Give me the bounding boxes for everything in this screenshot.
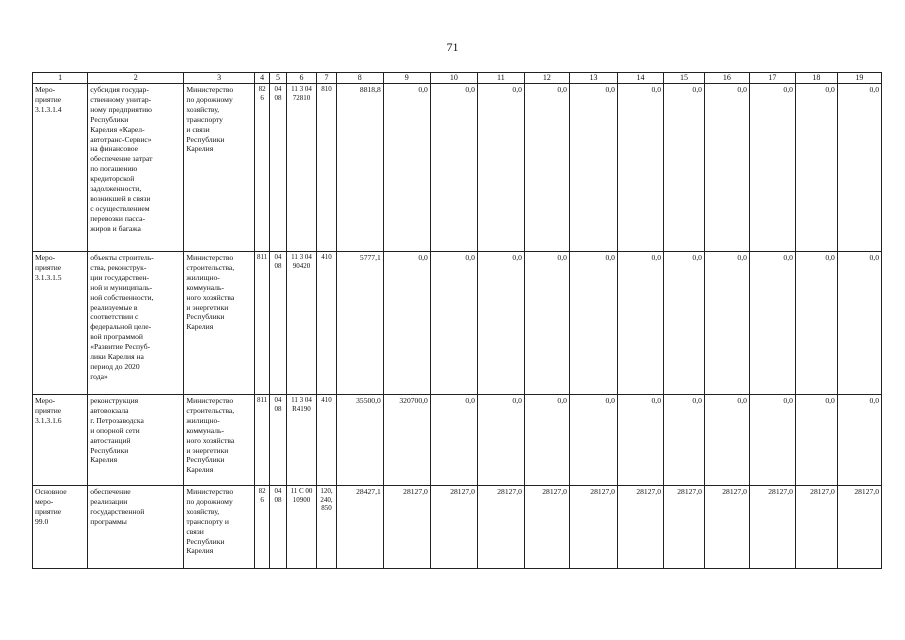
amount-cell: 0,0 [795,395,837,486]
table-row [33,395,882,486]
amount-cell: 0,0 [524,252,569,395]
column-number: 14 [617,73,663,84]
amount-cell: 0,0 [524,84,569,252]
section-code-cell: 04 08 [270,84,286,252]
event-name-cell: Меро- приятие 3.1.3.1.4 [33,84,88,252]
amount-cell: 28127,0 [383,486,430,569]
amount-cell: 28127,0 [795,486,837,569]
amount-cell: 0,0 [704,395,749,486]
amount-cell: 28127,0 [664,486,705,569]
amount-cell: 0,0 [749,84,795,252]
column-number: 11 [477,73,524,84]
amount-cell: 0,0 [430,395,477,486]
amount-cell: 28127,0 [837,486,881,569]
page-number: 71 [446,40,459,54]
column-number: 1 [33,73,88,84]
column-number: 16 [704,73,749,84]
budget-table [32,72,882,569]
event-description-cell: реконструкция автовокзала г. Петрозаводска и опорной сети автостанций Республики Карелия [88,395,184,486]
section-code-cell: 04 08 [270,252,286,395]
expense-type-cell: 120, 240, 850 [317,486,336,569]
amount-cell: 0,0 [617,395,663,486]
amount-cell: 5777,1 [336,252,383,395]
amount-cell: 0,0 [664,84,705,252]
column-number: 3 [184,73,255,84]
amount-cell: 0,0 [617,84,663,252]
column-number: 2 [88,73,184,84]
amount-cell: 0,0 [383,84,430,252]
amount-cell: 8818,8 [336,84,383,252]
amount-cell: 28127,0 [617,486,663,569]
amount-cell: 28427,1 [336,486,383,569]
amount-cell: 0,0 [477,84,524,252]
column-number: 6 [286,73,317,84]
target-article-cell: 11 С 00 10900 [286,486,317,569]
column-number: 12 [524,73,569,84]
amount-cell: 0,0 [795,252,837,395]
executor-cell: Министерство строительства, жилищно- коммуналь- ного хозяйства и энергетики Республики Карелия [184,252,255,395]
event-description-cell: субсидия государ- ственному унитар- ному предприятию Республики Карелия «Карел- автотранс-Сервис» на финансовое обеспечение затрат по погашению кредиторской задолженности, возникшей в связи с осуществлением перевозки пасса- жиров и багажа [88,84,184,252]
amount-cell: 0,0 [524,395,569,486]
executor-cell: Министерство по дорожному хозяйству, транспорту и связи Республики Карелия [184,486,255,569]
amount-cell: 28127,0 [477,486,524,569]
table-row [33,252,882,395]
column-number: 9 [383,73,430,84]
amount-cell: 0,0 [617,252,663,395]
amount-cell: 320700,0 [383,395,430,486]
target-article-cell: 11 3 04 R4190 [286,395,317,486]
amount-cell: 0,0 [569,252,617,395]
column-number: 4 [254,73,269,84]
event-description-cell: обеспечение реализации государственной программы [88,486,184,569]
amount-cell: 28127,0 [704,486,749,569]
amount-cell: 0,0 [664,395,705,486]
amount-cell: 0,0 [749,395,795,486]
amount-cell: 28127,0 [749,486,795,569]
column-number: 7 [317,73,336,84]
target-article-cell: 11 3 04 90420 [286,252,317,395]
grbs-code-cell: 826 [254,486,269,569]
amount-cell: 0,0 [430,84,477,252]
amount-cell: 0,0 [704,252,749,395]
amount-cell: 0,0 [749,252,795,395]
amount-cell: 0,0 [477,395,524,486]
column-number: 19 [837,73,881,84]
amount-cell: 0,0 [569,395,617,486]
amount-cell: 0,0 [795,84,837,252]
amount-cell: 35500,0 [336,395,383,486]
amount-cell: 0,0 [837,252,881,395]
column-number: 5 [270,73,286,84]
section-code-cell: 04 08 [270,486,286,569]
grbs-code-cell: 811 [254,252,269,395]
event-name-cell: Меро- приятие 3.1.3.1.5 [33,252,88,395]
event-name-cell: Основное меро- приятие 99.0 [33,486,88,569]
column-number: 18 [795,73,837,84]
amount-cell: 28127,0 [430,486,477,569]
table-row [33,84,882,252]
event-name-cell: Меро- приятие 3.1.3.1.6 [33,395,88,486]
amount-cell: 0,0 [477,252,524,395]
amount-cell: 0,0 [837,395,881,486]
amount-cell: 0,0 [383,252,430,395]
amount-cell: 0,0 [664,252,705,395]
target-article-cell: 11 3 04 72810 [286,84,317,252]
expense-type-cell: 410 [317,252,336,395]
amount-cell: 0,0 [569,84,617,252]
column-number: 8 [336,73,383,84]
table-row [33,486,882,569]
amount-cell: 28127,0 [569,486,617,569]
executor-cell: Министерство по дорожному хозяйству, транспорту и связи Республики Карелия [184,84,255,252]
event-description-cell: объекты строитель- ства, реконструк- ции государствен- ной и муниципаль- ной собственности, реализуемые в соответствии с федеральной целе- вой программой «Развитие Респуб- лики Карелия на период до 2020 года» [88,252,184,395]
column-number: 15 [664,73,705,84]
section-code-cell: 04 08 [270,395,286,486]
column-number: 10 [430,73,477,84]
expense-type-cell: 810 [317,84,336,252]
amount-cell: 0,0 [837,84,881,252]
amount-cell: 28127,0 [524,486,569,569]
column-number: 13 [569,73,617,84]
column-number: 17 [749,73,795,84]
grbs-code-cell: 811 [254,395,269,486]
amount-cell: 0,0 [430,252,477,395]
executor-cell: Министерство строительства, жилищно- коммуналь- ного хозяйства и энергетики Республики Карелия [184,395,255,486]
expense-type-cell: 410 [317,395,336,486]
amount-cell: 0,0 [704,84,749,252]
table-header-row [33,73,882,84]
grbs-code-cell: 826 [254,84,269,252]
